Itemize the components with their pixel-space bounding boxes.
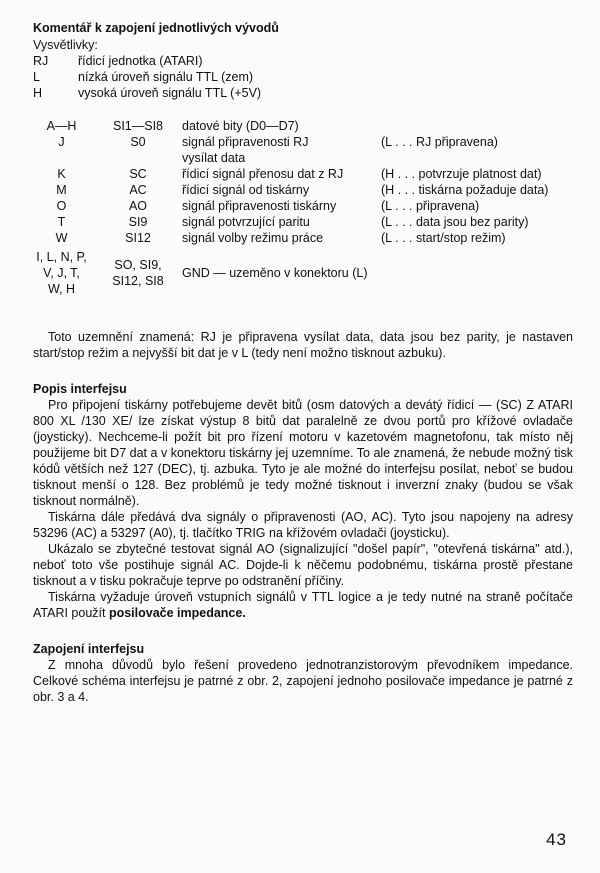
interface-description-title: Popis interfejsu	[33, 382, 127, 396]
gnd-signals-line: SO, SI9,	[114, 258, 162, 272]
pin-state: (H . . . tiskárna požaduje data)	[381, 183, 549, 197]
pin-signal: SI9	[128, 215, 148, 229]
legend-row	[33, 85, 573, 101]
pin-signal: AO	[128, 199, 148, 213]
legend-heading: Vysvětlivky:	[33, 38, 98, 52]
legend-key: RJ	[33, 54, 49, 68]
pin-signal: SI1—SI8	[112, 119, 164, 133]
legend-list	[33, 53, 573, 101]
pin-description: signál připravenosti tiskárny	[182, 199, 337, 213]
pin-row	[33, 166, 573, 182]
pin-row	[33, 214, 573, 230]
pin-row	[33, 134, 573, 150]
pin-id: A—H	[46, 119, 77, 133]
gnd-pins	[33, 249, 90, 297]
gnd-pins-line: V, J, T,	[43, 266, 80, 280]
legend-row	[33, 69, 573, 85]
pin-id: J	[58, 135, 65, 149]
gnd-signals-line: SI12, SI8	[112, 274, 164, 288]
paragraph: Z mnoha důvodů bylo řešení provedeno jednotranzistorovým převodníkem impedance. Celkové schéma interfejsu je patrné z obr. 2, zapojení jednoho posilovače impedance je patrné z obr. 3 a 4.	[33, 658, 573, 704]
paragraph-text: Tiskárna vyžaduje úroveň vstupních signálů v TTL logice a je tedy nutné na straně počítače ATARI použít	[33, 590, 573, 620]
pin-description: řídicí signál přenosu dat z RJ	[182, 167, 344, 181]
pin-description: řídicí signál od tiskárny	[182, 183, 310, 197]
pin-description: signál volby režimu práce	[182, 231, 324, 245]
paragraph: Pro připojení tiskárny potřebujeme devět bitů (osm datových a devátý řídicí — (SC) Z ATARI 800 XL /130 XE/ lze získat výstup 8 bitů dat paralelně ze dvou portů pro křížové ovladače (joysticky). Nechceme-li požít bit pro řízení motoru v kazetovém magnetofonu, tak místo něj použijeme bit D7 dat a v konektoru tiskárny jej uzemníme. To ale znamená, že nebude možný tisk kódů větších než 127 (DEC), tj. azbuka. Tyto je ale možné do interfejsu posílat, neboť se budou tisknout menší o 128. Bez problémů je tedy možné tisknout i inverzní znaky (budou se však tisknout normálně).	[33, 398, 573, 508]
pin-state: (L . . . připravena)	[381, 199, 480, 213]
legend-value: vysoká úroveň signálu TTL (+5V)	[78, 86, 262, 100]
pin-row	[33, 118, 573, 134]
pin-row	[33, 150, 573, 166]
paragraph: Tiskárna dále předává dva signály o připravenosti (AO, AC). Tyto jsou napojeny na adresy 53296 (AC) a 53297 (A0), tj. tlačítko TRIG na křížovém ovladači (joysticku).	[33, 510, 573, 540]
legend-value: nízká úroveň signálu TTL (zem)	[78, 70, 254, 84]
pin-description: datové bity (D0—D7)	[182, 119, 299, 133]
legend-row	[33, 53, 573, 69]
paragraph	[33, 589, 573, 621]
pin-state: (L . . . RJ připravena)	[381, 135, 498, 149]
pin-row	[33, 198, 573, 214]
page-number: 43	[546, 830, 567, 849]
pin-state: (H . . . potvrzuje platnost dat)	[381, 167, 542, 181]
pin-signal: SC	[129, 167, 147, 181]
pin-state: (L . . . data jsou bez parity)	[381, 215, 529, 229]
legend-value: řídicí jednotka (ATARI)	[78, 54, 203, 68]
pin-description: signál připravenosti RJ	[182, 135, 309, 149]
pin-row	[33, 230, 573, 246]
pin-id: T	[57, 215, 66, 229]
pin-id: W	[55, 231, 68, 245]
pin-signal: SI12	[125, 231, 151, 245]
gnd-row	[33, 249, 573, 297]
pin-id: K	[57, 167, 66, 181]
pin-table	[33, 118, 573, 297]
legend-key: L	[33, 70, 40, 84]
pin-signal: AC	[129, 183, 147, 197]
pin-id: M	[56, 183, 67, 197]
pin-signal: S0	[130, 135, 146, 149]
pin-state: (L . . . start/stop režim)	[381, 231, 506, 245]
gnd-signals	[102, 257, 174, 289]
gnd-pins-line: I, L, N, P,	[36, 250, 87, 264]
pin-id: O	[56, 199, 67, 213]
paragraph-emphasis: posilovače impedance.	[108, 606, 246, 620]
legend-key: H	[33, 86, 43, 100]
document-page	[33, 20, 573, 705]
pin-description: signál potvrzující paritu	[182, 215, 310, 229]
gnd-pins-line: W, H	[47, 282, 76, 296]
pin-row	[33, 182, 573, 198]
gnd-description: GND — uzeměno v konektoru (L)	[182, 266, 368, 280]
paragraph: Ukázalo se zbytečné testovat signál AO (signalizující "došel papír", "otevřená tiskárna" atd.), neboť toto vše postihuje signál AC. Dojde-li k něčemu podobnému, tiskárna prostě přestane tisknout a v tisku pokračuje teprve po odstranění příčiny.	[33, 542, 573, 588]
pin-description: vysílat data	[182, 151, 246, 165]
pin-comment-title: Komentář k zapojení jednotlivých vývodů	[33, 21, 279, 35]
grounding-note: Toto uzemnění znamená: RJ je připravena vysílat data, data jsou bez parity, je nastaven start/stop režim a nejvyšší bit dat je v L (tedy není možno tisknout azbuku).	[33, 330, 573, 360]
interface-wiring-title: Zapojení interfejsu	[33, 642, 145, 656]
